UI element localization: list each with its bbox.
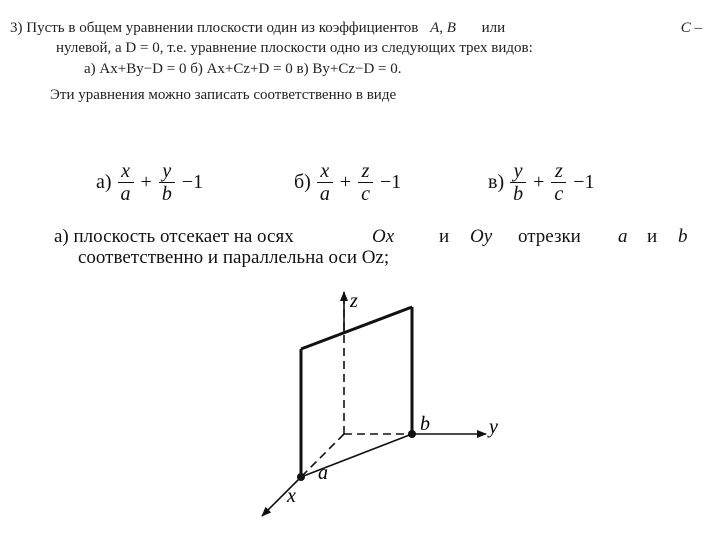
equation-label: б) — [294, 171, 311, 193]
denominator: b — [510, 182, 526, 205]
line1-c: C – — [680, 20, 702, 36]
text-line-4: Эти уравнения можно записать соответственно в виде — [50, 87, 397, 103]
desc-label: а) плоскость отсекает на осях — [54, 226, 294, 247]
label-a: a — [318, 462, 328, 484]
line1-start: 3) Пусть в общем уравнении плоскости один из коэффициентов — [10, 20, 419, 36]
numerator: y — [513, 160, 523, 182]
label-b: b — [420, 413, 430, 435]
equation-label: а) — [96, 171, 112, 193]
denominator: c — [551, 182, 566, 205]
denominator: a — [118, 182, 134, 205]
desc-segments: отрезки — [518, 226, 581, 247]
denominator: c — [358, 182, 373, 205]
point-b — [408, 430, 416, 438]
label-x: x — [287, 485, 296, 507]
line1-vars: A, B — [430, 20, 456, 36]
label-z: z — [350, 290, 358, 312]
plane-edge-top — [301, 307, 412, 349]
numerator: z — [554, 160, 563, 182]
desc-b: b — [678, 226, 688, 247]
label-y: y — [489, 416, 498, 438]
numerator: x — [320, 160, 330, 182]
desc-oy: Oy — [470, 226, 493, 247]
denominator: a — [317, 182, 333, 205]
description-line-2: соответственно и параллельна оси Oz; — [78, 247, 390, 268]
line1-or: или — [481, 20, 506, 36]
equation-rhs: −1 — [573, 171, 595, 193]
text-line-2: нулевой, а D = 0, т.е. уравнение плоскости одно из следующих трех видов: — [56, 40, 533, 56]
numerator: z — [361, 160, 370, 182]
desc-and1: и — [439, 226, 450, 247]
plus-sign: + — [140, 171, 152, 193]
equation-label: в) — [488, 171, 505, 193]
point-a — [297, 473, 305, 481]
desc-ox: Ox — [372, 226, 395, 247]
plus-sign: + — [533, 171, 545, 193]
text-line-3: а) Ax+By−D = 0 б) Ax+Cz+D = 0 в) By+Cz−D = 0. — [84, 61, 402, 77]
desc-and2: и — [647, 226, 658, 247]
numerator: y — [162, 160, 172, 182]
denominator: b — [159, 182, 175, 205]
numerator: x — [121, 160, 130, 182]
desc-a: a — [618, 226, 628, 247]
equation-rhs: −1 — [380, 171, 402, 193]
plus-sign: + — [339, 171, 352, 193]
equation-rhs: −1 — [181, 171, 204, 193]
